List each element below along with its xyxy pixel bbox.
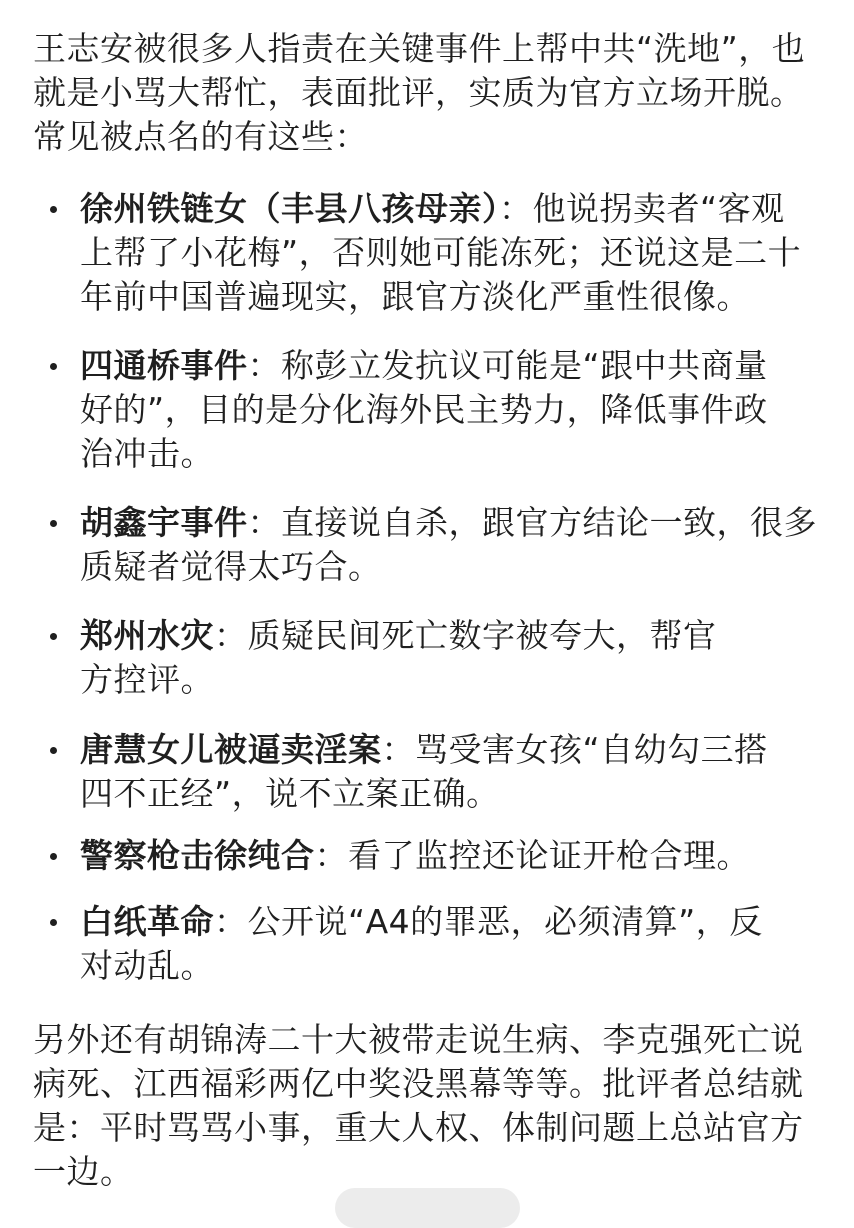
item-text: ：看了监控还论证开枪合理。 — [314, 836, 750, 875]
bullet-icon — [50, 363, 57, 370]
list-item — [80, 900, 785, 988]
list-item — [80, 501, 825, 589]
intro-paragraph: 王志安被很多人指责在关键事件上帮中共“洗地”，也就是小骂大帮忙，表面批评，实质为官方立场开脱。常见被点名的有这些： — [33, 29, 806, 156]
item-title: 郑州水灾 — [80, 616, 214, 655]
item-text: ：质疑民间死亡数字被夸大，帮官方控评。 — [80, 616, 717, 699]
item-title: 白纸革命 — [80, 902, 214, 941]
list-item — [80, 344, 785, 476]
item-title: 徐州铁链女（丰县八孩母亲） — [80, 189, 499, 228]
item-text: ：直接说自杀，跟官方结论一致，很多质疑者觉得太巧合。 — [80, 503, 817, 586]
bullet-icon — [50, 853, 57, 860]
bullet-icon — [50, 206, 57, 213]
item-text: ：称彭立发抗议可能是“跟中共商量好的”，目的是分化海外民主势力，降低事件政治冲击。 — [80, 346, 768, 473]
scroll-to-bottom-button[interactable] — [335, 1188, 520, 1228]
list-item — [80, 187, 815, 319]
item-title: 警察枪击徐纯合 — [80, 836, 315, 875]
item-title: 唐慧女儿被逼卖淫案 — [80, 730, 382, 769]
item-title: 胡鑫宇事件 — [80, 503, 248, 542]
list-item — [80, 834, 820, 878]
item-title: 四通桥事件 — [80, 346, 248, 385]
item-text: ：他说拐卖者“客观上帮了小花梅”，否则她可能冻死；还说这是二十年前中国普遍现实，跟官方淡化严重性很像。 — [80, 189, 802, 316]
bullet-icon — [50, 520, 57, 527]
list-item — [80, 614, 720, 702]
list-item — [80, 728, 800, 816]
outro-paragraph: 另外还有胡锦涛二十大被带走说生病、李克强死亡说病死、江西福彩两亿中奖没黑幕等等。批评者总结就是：平时骂骂小事，重大人权、体制问题上总站官方一边。 — [33, 1020, 804, 1191]
bullet-icon — [50, 919, 57, 926]
bullet-icon — [50, 747, 57, 754]
item-text: ：公开说“A4的罪恶，必须清算”，反对动乱。 — [80, 902, 763, 985]
bullet-icon — [50, 633, 57, 640]
item-text: ：骂受害女孩“自幼勾三搭四不正经”，说不立案正确。 — [80, 730, 768, 813]
